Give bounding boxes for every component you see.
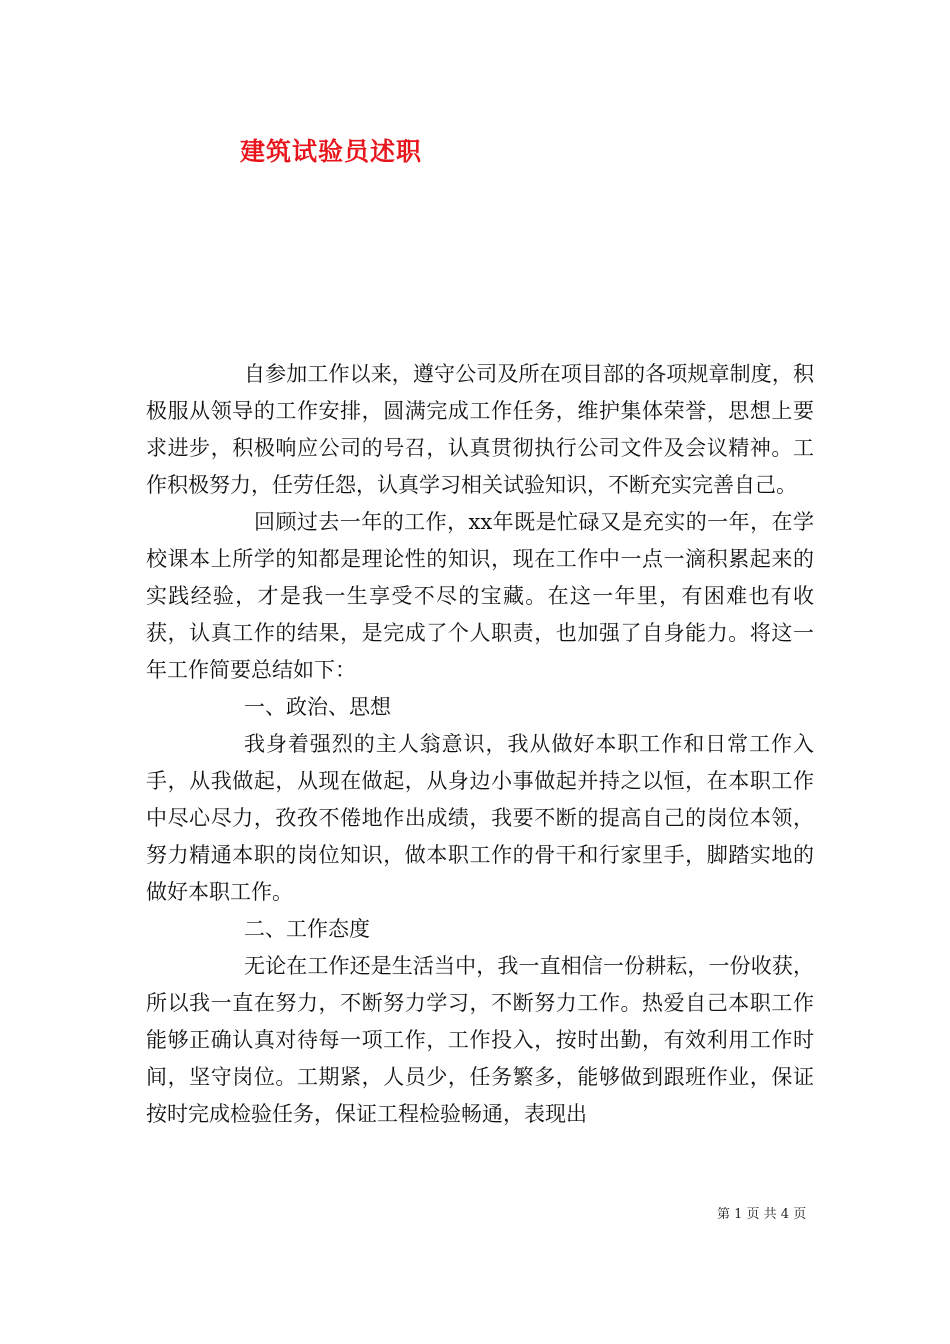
- document-body: [146, 356, 814, 1133]
- document-title: 建筑试验员述职: [240, 137, 423, 166]
- paragraph-politics: 我身着强烈的主人翁意识，我从做好本职工作和日常工作入手，从我做起，从现在做起，从身边小事做起并持之以恒，在本职工作中尽心尽力，孜孜不倦地作出成绩，我要不断的提高自己的岗位本领，努力精通本职的岗位知识，做本职工作的骨干和行家里手，脚踏实地的做好本职工作。: [146, 732, 814, 904]
- paragraph-intro: 自参加工作以来，遵守公司及所在项目部的各项规章制度，积极服从领导的工作安排，圆满完成工作任务，维护集体荣誉，思想上要求进步，积极响应公司的号召，认真贯彻执行公司文件及会议精神。工作积极努力，任劳任怨，认真学习相关试验知识，不断充实完善自己。: [146, 362, 814, 497]
- paragraph-attitude: 无论在工作还是生活当中，我一直相信一份耕耘，一份收获，所以我一直在努力，不断努力学习，不断努力工作。热爱自己本职工作能够正确认真对待每一项工作，工作投入，按时出勤，有效利用工作时间，坚守岗位。工期紧，人员少，任务繁多，能够做到跟班作业，保证按时完成检验任务，保证工程检验畅通，表现出: [146, 954, 814, 1126]
- page-indicator: 第 1 页 共 4 页: [717, 1207, 807, 1222]
- section-heading-attitude: 二、工作态度: [244, 917, 370, 941]
- section-heading-politics: 一、政治、思想: [244, 695, 391, 719]
- paragraph-review: 回顾过去一年的工作，xx年既是忙碌又是充实的一年，在学校课本上所学的知都是理论性的知识，现在工作中一点一滴积累起来的实践经验，才是我一生享受不尽的宝藏。在这一年里，有困难也有收获，认真工作的结果，是完成了个人职责，也加强了自身能力。将这一年工作简要总结如下：: [146, 510, 814, 682]
